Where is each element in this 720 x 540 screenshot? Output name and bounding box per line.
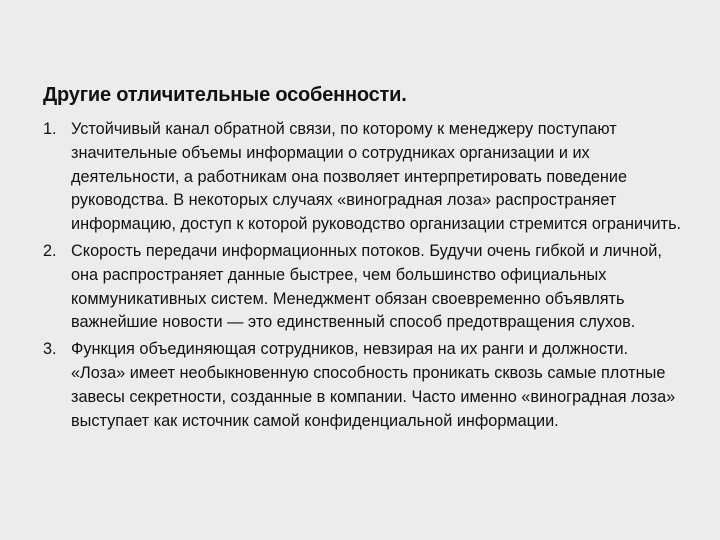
list-item-number: 3. <box>43 340 57 359</box>
list-item-text: Скорость передачи информационных потоков. Будучи очень гибкой и личной, она распространяет данные быстрее, чем большинство официальных коммуникативных систем. Менеджмент обязан своевременно объявлять важнейшие новости — это единственный способ предотвращения слухов. <box>71 241 662 332</box>
features-list <box>43 118 683 436</box>
list-item-text: Устойчивый канал обратной связи, по которому к менеджеру поступают значительные объемы информации о сотрудниках организации и их деятельности, а работникам она позволяет интерпретировать поведение руководства. В некоторых случаях «виноградная лоза» распространяет информацию, доступ к которой руководство организации стремится ограничить. <box>71 120 682 234</box>
list-item-number: 2. <box>43 241 57 260</box>
list-item <box>43 240 683 335</box>
list-item <box>43 118 683 237</box>
list-item-number: 1. <box>43 120 57 138</box>
list-item <box>43 338 683 433</box>
slide-heading: Другие отличительные особенности. <box>43 84 407 106</box>
list-item-text: Функция объединяющая сотрудников, невзирая на их ранги и должности. «Лоза» имеет необыкновенную способность проникать сквозь самые плотные завесы секретности, созданные в компании. Часто именно «виноградная лоза» выступает как источник самой конфиденциальной информации. <box>71 340 676 430</box>
